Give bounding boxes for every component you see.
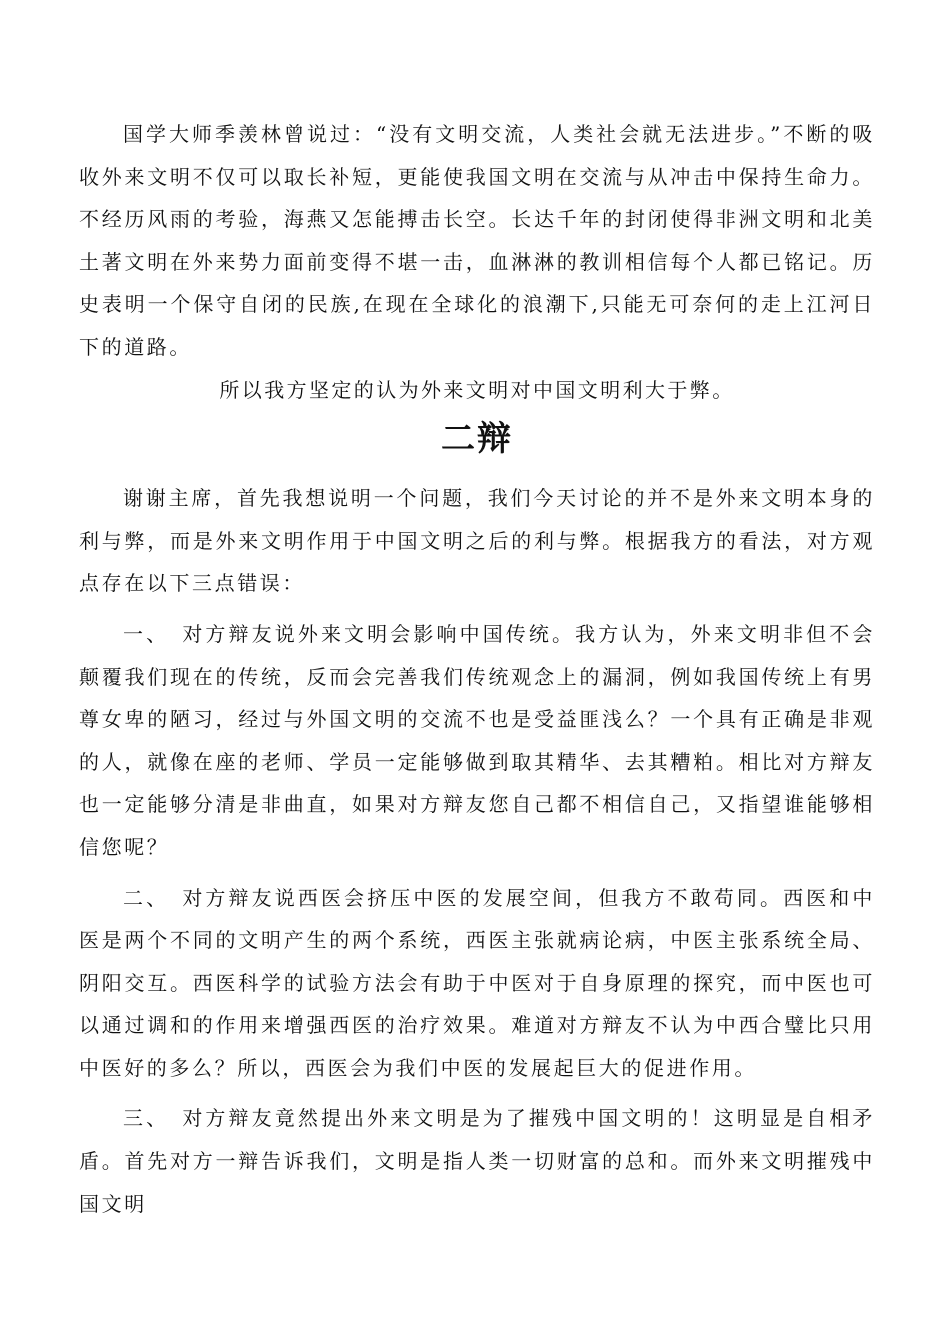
document-page xyxy=(79,113,875,1225)
conclusion-line: 所以我方坚定的认为外来文明对中国文明利大于弊。 xyxy=(219,377,735,402)
point-one-paragraph: 一、 对方辩友说外来文明会影响中国传统。我方认为，外来文明非但不会颠覆我们现在的传统，反而会完善我们传统观念上的漏洞，例如我国传统上有男尊女卑的陋习，经过与外国文明的交流不也是受益匪浅么？一个具有正确是非观的人，就像在座的老师、学员一定能够做到取其精华、去其糟粕。相比对方辩友也一定能够分清是非曲直，如果对方辩友您自己都不相信自己，又指望谁能够相信您呢？ xyxy=(79,621,875,859)
section-heading: 二辩 xyxy=(441,419,513,460)
intro-paragraph: 谢谢主席，首先我想说明一个问题，我们今天讨论的并不是外来文明本身的利与弊，而是外来文明作用于中国文明之后的利与弊。根据我方的看法，对方观点存在以下三点错误： xyxy=(79,486,875,596)
point-three-paragraph: 三、 对方辩友竟然提出外来文明是为了摧残中国文明的！这明显是自相矛盾。首先对方一辩告诉我们，文明是指人类一切财富的总和。而外来文明摧残中国文明 xyxy=(79,1106,875,1216)
opening-paragraph: 国学大师季羡林曾说过：“没有文明交流，人类社会就无法进步。”不断的吸收外来文明不仅可以取长补短，更能使我国文明在交流与从冲击中保持生命力。不经历风雨的考验，海燕又怎能搏击长空。长达千年的封闭使得非洲文明和北美土著文明在外来势力面前变得不堪一击，血淋淋的教训相信每个人都已铭记。历史表明一个保守自闭的民族,在现在全球化的浪潮下,只能无可奈何的走上江河日下的道路。 xyxy=(79,122,875,359)
point-two-paragraph: 二、 对方辩友说西医会挤压中医的发展空间，但我方不敢苟同。西医和中医是两个不同的文明产生的两个系统，西医主张就病论病，中医主张系统全局、阴阳交互。西医科学的试验方法会有助于中医对于自身原理的探究，而中医也可以通过调和的作用来增强西医的治疗效果。难道对方辩友不认为中西合璧比只用中医好的多么？所以，西医会为我们中医的发展起巨大的促进作用。 xyxy=(79,885,875,1080)
